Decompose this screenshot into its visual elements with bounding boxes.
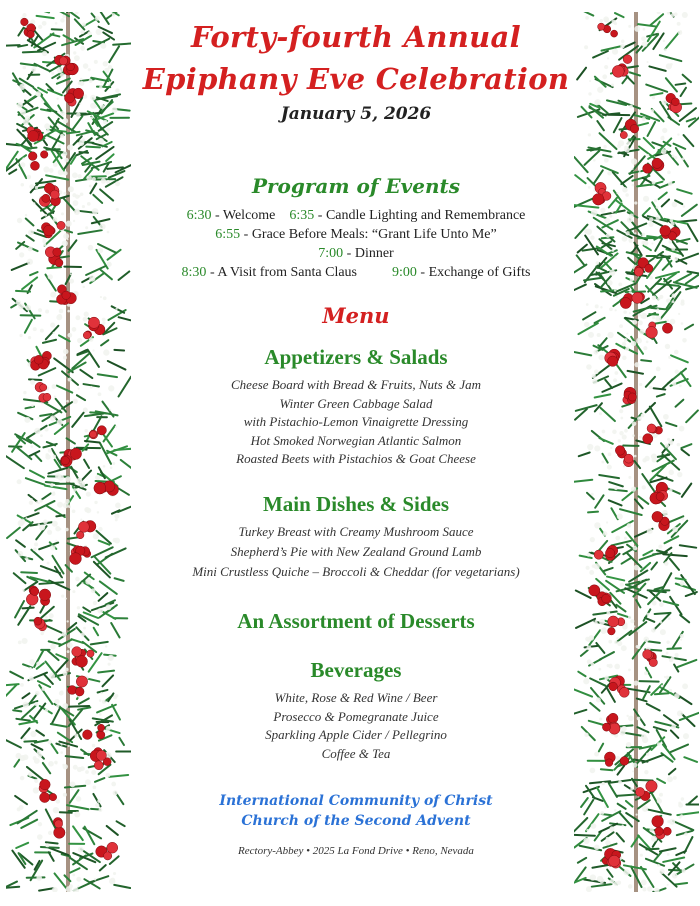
appetizers-heading: Appetizers & Salads: [264, 345, 448, 369]
menu-item: Mini Crustless Quiche – Broccoli & Cheddar (for vegetarians): [192, 564, 520, 579]
program-label: - Welcome: [211, 208, 276, 223]
program-heading: Program of Events: [251, 174, 461, 198]
program-line-4: [140, 265, 572, 281]
event-date: January 5, 2026: [280, 104, 432, 124]
menu-item: White, Rose & Red Wine / Beer: [274, 690, 438, 705]
beverages-heading: Beverages: [310, 658, 402, 682]
menu-item: Prosecco & Pomegranate Juice: [273, 709, 439, 724]
program-label: - Dinner: [343, 246, 394, 261]
mains-heading: Main Dishes & Sides: [262, 492, 450, 516]
menu-item: Coffee & Tea: [321, 746, 391, 761]
church-name-line1: International Community of Christ: [219, 793, 493, 809]
menu-item: Cheese Board with Bread & Fruits, Nuts & Jam: [231, 377, 481, 392]
menu-heading: Menu: [322, 303, 390, 328]
program-time: 7:00: [318, 246, 344, 261]
menu-item: Sparkling Apple Cider / Pellegrino: [265, 727, 447, 742]
menu-item: Hot Smoked Norwegian Atlantic Salmon: [250, 433, 462, 448]
program-line-3: [140, 246, 572, 262]
event-title-line1: Forty-fourth Annual: [191, 20, 521, 54]
menu-item: Winter Green Cabbage Salad: [279, 396, 433, 411]
program-label: - A Visit from Santa Claus: [206, 265, 358, 280]
menu-item: with Pistachio-Lemon Vinaigrette Dressing: [243, 414, 469, 429]
church-name-line2: Church of the Second Advent: [241, 813, 471, 829]
program-label: - Exchange of Gifts: [416, 265, 531, 280]
program-time: 6:35: [289, 208, 315, 223]
event-title-line2: Epiphany Eve Celebration: [142, 62, 570, 96]
desserts-heading: An Assortment of Desserts: [237, 609, 475, 633]
church-address: Rectory-Abbey • 2025 La Fond Drive • Reno, Nevada: [238, 845, 474, 857]
program-line-1: [140, 208, 572, 224]
program-label: - Candle Lighting and Remembrance: [314, 208, 526, 223]
menu-item: Roasted Beets with Pistachios & Goat Cheese: [236, 451, 476, 466]
program-line-2: [140, 227, 572, 243]
right-garland-border: [574, 12, 699, 892]
program-time: 6:55: [215, 227, 241, 242]
program-time: 9:00: [392, 265, 417, 280]
menu-item: Turkey Breast with Creamy Mushroom Sauce: [238, 524, 474, 539]
menu-item: Shepherd’s Pie with New Zealand Ground Lamb: [230, 544, 482, 559]
program-label: - Grace Before Meals: “Grant Life Unto Me”: [240, 227, 497, 242]
program-time: 8:30: [181, 265, 207, 280]
program-time: 6:30: [186, 208, 212, 223]
left-garland-border: [6, 12, 131, 892]
